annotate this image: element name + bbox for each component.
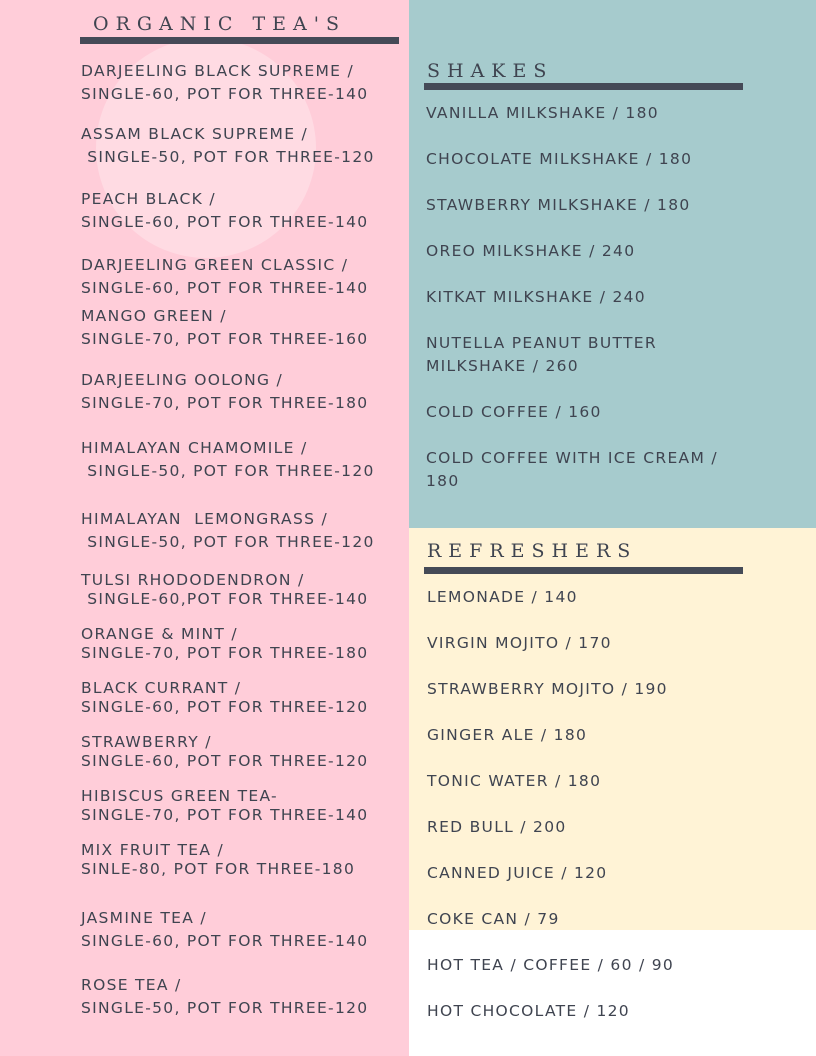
organic-tea-item: MIX FRUIT TEA / SINLE-80, POT FOR THREE-180 [81,841,356,878]
refreshers-title: REFRESHERS [427,540,638,562]
refresher-item: COKE CAN / 79 [427,910,560,928]
organic-tea-item: DARJEELING GREEN CLASSIC / SINGLE-60, POT FOR THREE-140 [81,256,369,297]
organic-tea-title: ORGANIC TEA'S [93,13,346,35]
organic-tea-item: DARJEELING OOLONG / SINGLE-70, POT FOR THREE-180 [81,371,369,412]
refresher-item: VIRGIN MOJITO / 170 [427,634,612,652]
organic-tea-item: HIBISCUS GREEN TEA- SINGLE-70, POT FOR THREE-140 [81,787,369,824]
refresher-item: CANNED JUICE / 120 [427,864,608,882]
shake-item: VANILLA MILKSHAKE / 180 [426,104,659,122]
organic-tea-item: PEACH BLACK / SINGLE-60, POT FOR THREE-140 [81,190,369,231]
refresher-item: TONIC WATER / 180 [427,772,602,790]
refresher-item: STRAWBERRY MOJITO / 190 [427,680,668,698]
organic-tea-rule [80,37,399,44]
organic-tea-item: MANGO GREEN / SINGLE-70, POT FOR THREE-160 [81,307,369,348]
refresher-item: GINGER ALE / 180 [427,726,588,744]
organic-tea-item: ROSE TEA / SINGLE-50, POT FOR THREE-120 [81,976,369,1017]
refresher-item: LEMONADE / 140 [427,588,578,606]
shake-item: CHOCOLATE MILKSHAKE / 180 [426,150,693,168]
shake-item: OREO MILKSHAKE / 240 [426,242,636,260]
shake-item: STAWBERRY MILKSHAKE / 180 [426,196,691,214]
hot-drink-item: HOT CHOCOLATE / 120 [427,1002,630,1020]
organic-tea-item: DARJEELING BLACK SUPREME / SINGLE-60, POT FOR THREE-140 [81,62,369,103]
shake-item: KITKAT MILKSHAKE / 240 [426,288,646,306]
organic-tea-item: STRAWBERRY / SINGLE-60, POT FOR THREE-120 [81,733,369,770]
shake-item: COLD COFFEE / 160 [426,403,602,421]
shake-item: COLD COFFEE WITH ICE CREAM / 180 [426,449,718,490]
shakes-title: SHAKES [427,60,554,82]
refresher-item: RED BULL / 200 [427,818,567,836]
shake-item: NUTELLA PEANUT BUTTER MILKSHAKE / 260 [426,334,657,375]
organic-tea-item: TULSI RHODODENDRON / SINGLE-60,POT FOR THREE-140 [81,571,369,608]
shakes-rule [424,83,743,90]
organic-tea-item: ORANGE & MINT / SINGLE-70, POT FOR THREE-180 [81,625,369,662]
organic-tea-item: JASMINE TEA / SINGLE-60, POT FOR THREE-140 [81,909,369,950]
organic-tea-item: ASSAM BLACK SUPREME / SINGLE-50, POT FOR THREE-120 [81,125,375,166]
organic-tea-item: BLACK CURRANT / SINGLE-60, POT FOR THREE-120 [81,679,369,716]
organic-tea-item: HIMALAYAN CHAMOMILE / SINGLE-50, POT FOR THREE-120 [81,439,375,480]
hot-drink-item: HOT TEA / COFFEE / 60 / 90 [427,956,675,974]
refreshers-rule [424,567,743,574]
hot-drinks-panel [409,930,816,1056]
organic-tea-item: HIMALAYAN LEMONGRASS / SINGLE-50, POT FOR THREE-120 [81,510,375,551]
